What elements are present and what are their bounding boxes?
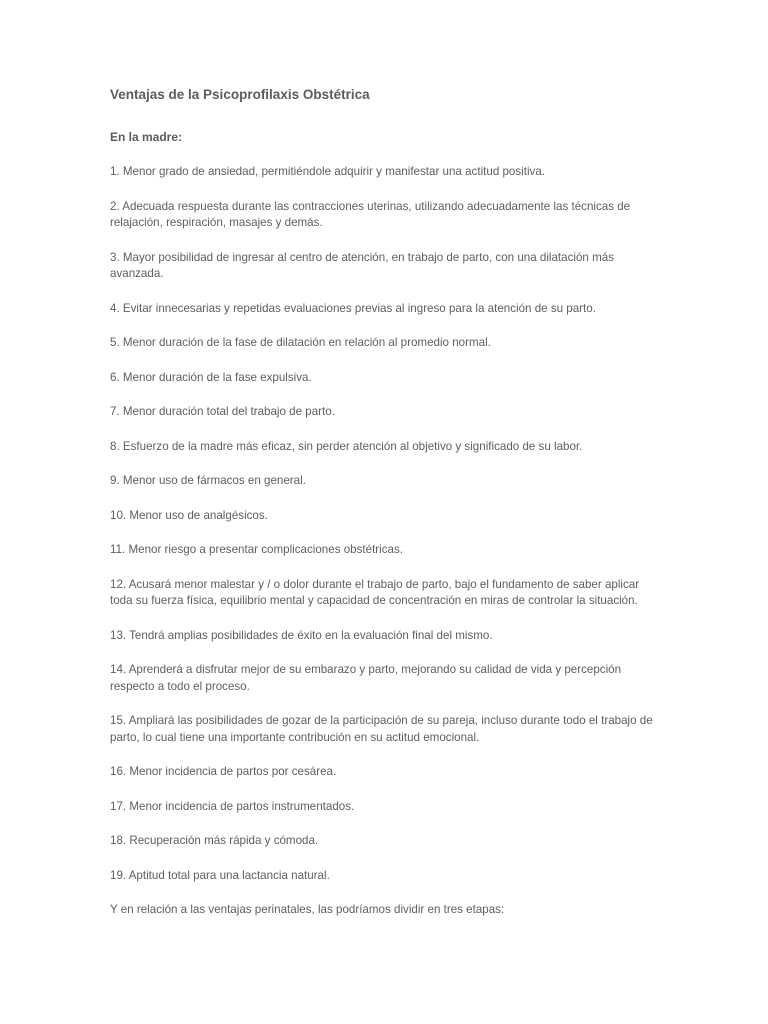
list-item: 6. Menor duración de la fase expulsiva. xyxy=(110,370,312,384)
document-page xyxy=(110,86,658,919)
list-item: 17. Menor incidencia de partos instrumentados. xyxy=(110,799,355,813)
document-title: Ventajas de la Psicoprofilaxis Obstétrica xyxy=(110,87,370,102)
section-heading: En la madre: xyxy=(110,130,183,144)
closing-paragraph: Y en relación a las ventajas perinatales, las podríamos dividir en tres etapas: xyxy=(110,903,505,916)
list-item: 18. Recuperación más rápida y cómoda. xyxy=(110,834,319,847)
list-item: 16. Menor incidencia de partos por cesárea. xyxy=(110,765,337,778)
list-item: 4. Evitar innecesarias y repetidas evaluaciones previas al ingreso para la atención de su parto. xyxy=(110,301,596,315)
list-item: 11. Menor riesgo a presentar complicaciones obstétricas. xyxy=(110,543,403,556)
list-item: 8. Esfuerzo de la madre más eficaz, sin perder atención al objetivo y significado de su labor. xyxy=(110,439,583,453)
list-item: 12. Acusará menor malestar y / o dolor durante el trabajo de parto, bajo el fundamento de saber aplicar toda su fuerza física, equilibrio mental y capacidad de concentración en miras de controlar la situación. xyxy=(110,577,640,607)
list-item: 13. Tendrá amplias posibilidades de éxito en la evaluación final del mismo. xyxy=(110,628,493,642)
list-item: 3. Mayor posibilidad de ingresar al centro de atención, en trabajo de parto, con una dilatación más avanzada. xyxy=(110,250,614,280)
list-item: 7. Menor duración total del trabajo de parto. xyxy=(110,405,335,418)
list-item: 2. Adecuada respuesta durante las contracciones uterinas, utilizando adecuadamente las técnicas de relajación, respiración, masajes y demás. xyxy=(110,199,631,229)
list-item: 5. Menor duración de la fase de dilatación en relación al promedio normal. xyxy=(110,336,491,349)
list-item: 19. Aptitud total para una lactancia natural. xyxy=(110,868,330,882)
list-item: 1. Menor grado de ansiedad, permitiéndole adquirir y manifestar una actitud positiva. xyxy=(110,165,546,178)
list-item: 14. Aprenderá a disfrutar mejor de su embarazo y parto, mejorando su calidad de vida y percepción respecto a todo el proceso. xyxy=(110,663,622,693)
list-item: 9. Menor uso de fármacos en general. xyxy=(110,474,306,487)
list-item: 15. Ampliará las posibilidades de gozar de la participación de su pareja, incluso durante todo el trabajo de parto, lo cual tiene una importante contribución en su actitud emocional. xyxy=(110,714,653,744)
list-item: 10. Menor uso de analgésicos. xyxy=(110,508,268,522)
